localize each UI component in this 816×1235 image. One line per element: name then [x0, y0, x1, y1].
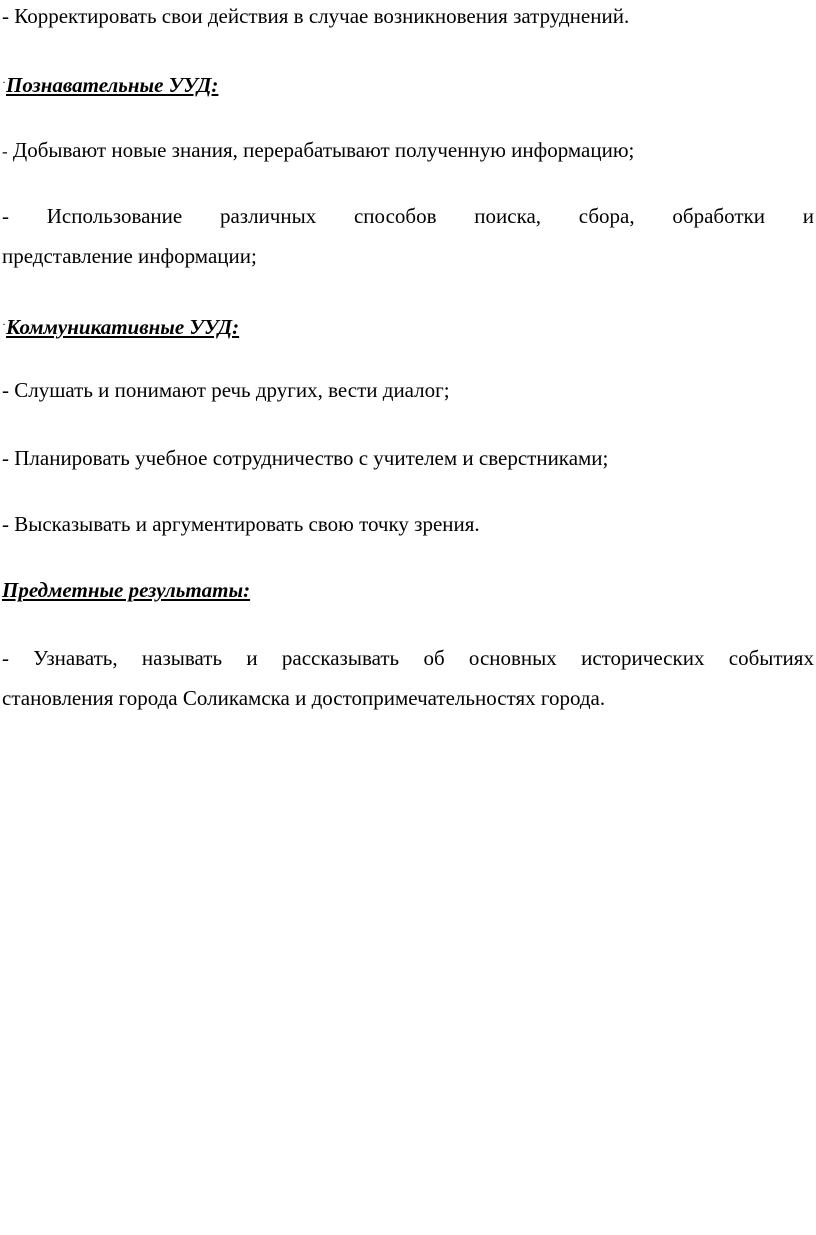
cognitive-item-2-line-2: представление информации;	[2, 244, 257, 268]
subject-heading: Предметные результаты:	[2, 578, 251, 602]
word: обработки	[672, 204, 765, 228]
word: событиях	[728, 646, 814, 670]
paragraph-correct-actions: - Корректировать свои действия в случае возникновения затруднений.	[2, 4, 630, 28]
cognitive-item-1	[2, 138, 814, 164]
communicative-item-1: - Слушать и понимают речь других, вести диалог;	[2, 378, 450, 402]
communicative-item-3: - Высказывать и аргументировать свою точку зрения.	[2, 512, 480, 536]
word: различных	[219, 204, 317, 228]
subject-item-line-2: становления города Соликамска и достопримечательностях города.	[2, 686, 606, 710]
bullet-dot: ·	[2, 317, 6, 331]
word: рассказывать	[281, 646, 400, 670]
communicative-heading: Коммуникативные УУД:	[6, 315, 240, 339]
cognitive-item-2-line-1	[2, 204, 814, 228]
cognitive-item-1-text: Добывают новые знания, перерабатывают полученную информацию;	[7, 138, 635, 162]
word: Узнавать,	[33, 646, 118, 670]
word: и	[802, 204, 814, 228]
communicative-item-2: - Планировать учебное сотрудничество с учителем и сверстниками;	[2, 446, 609, 470]
word: и	[246, 646, 258, 670]
word: -	[2, 204, 9, 228]
subject-heading-line	[2, 578, 814, 602]
cognitive-heading: Познавательные УУД:	[6, 73, 219, 97]
dash-mark: -	[2, 142, 8, 161]
word: -	[2, 646, 9, 670]
word: об	[423, 646, 445, 670]
word: называть	[141, 646, 223, 670]
subject-item-line-1	[2, 646, 814, 670]
word: Использование	[46, 204, 183, 228]
word: поиска,	[474, 204, 542, 228]
word: основных	[468, 646, 557, 670]
word: сбора,	[578, 204, 635, 228]
cognitive-heading-line	[2, 70, 814, 97]
word: способов	[353, 204, 437, 228]
communicative-heading-line	[2, 312, 814, 339]
bullet-dot: ·	[2, 75, 6, 89]
word: исторических	[581, 646, 705, 670]
